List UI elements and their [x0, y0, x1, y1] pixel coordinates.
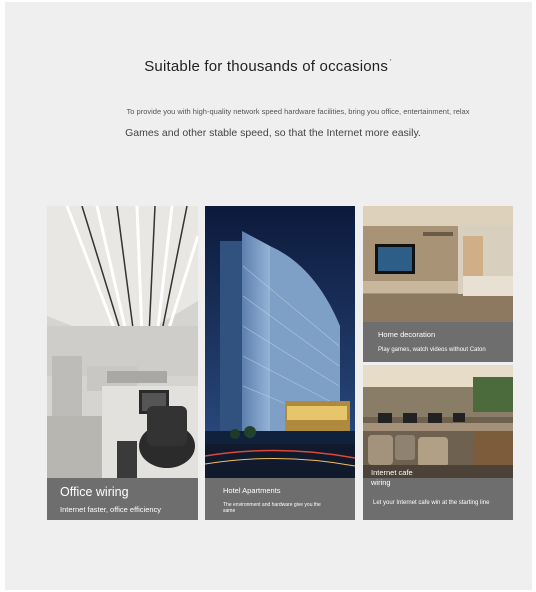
office-wiring-card: [47, 206, 198, 520]
home-decoration-card: [363, 206, 513, 362]
section-title: [0, 58, 536, 75]
intro-line-2: Games and other stable speed, so that the Internet more easily.: [125, 127, 421, 139]
internet-cafe-card: [363, 365, 513, 520]
home-caption-subtitle: Play games, watch videos without Caton: [378, 347, 486, 353]
hotel-caption: [205, 478, 355, 520]
cafe-photo: [363, 365, 513, 478]
intro-line-1: To provide you with high-quality network speed hardware facilities, bring you office, entertainment, relax: [126, 107, 470, 116]
title-mark: ': [390, 58, 392, 67]
hotel-photo: [205, 206, 355, 478]
hotel-apartments-card: [205, 206, 355, 520]
office-photo: [47, 206, 198, 478]
home-photo: [363, 206, 513, 322]
cafe-caption-title: Internet cafe wiring: [371, 468, 413, 488]
hotel-caption-title: Hotel Apartments: [223, 486, 281, 495]
home-caption-title: Home decoration: [378, 330, 436, 339]
office-caption-title: Office wiring: [60, 485, 129, 499]
cafe-caption: [363, 468, 513, 520]
section-title-text: Suitable for thousands of occasions: [144, 58, 389, 75]
hotel-caption-subtitle: The environment and hardware give you the same: [223, 502, 321, 514]
office-caption: [47, 478, 198, 520]
home-caption: [363, 322, 513, 362]
cafe-caption-subtitle: Let your Internet cafe win at the starting line: [373, 500, 490, 506]
office-caption-subtitle: Internet faster, office efficiency: [60, 505, 162, 514]
